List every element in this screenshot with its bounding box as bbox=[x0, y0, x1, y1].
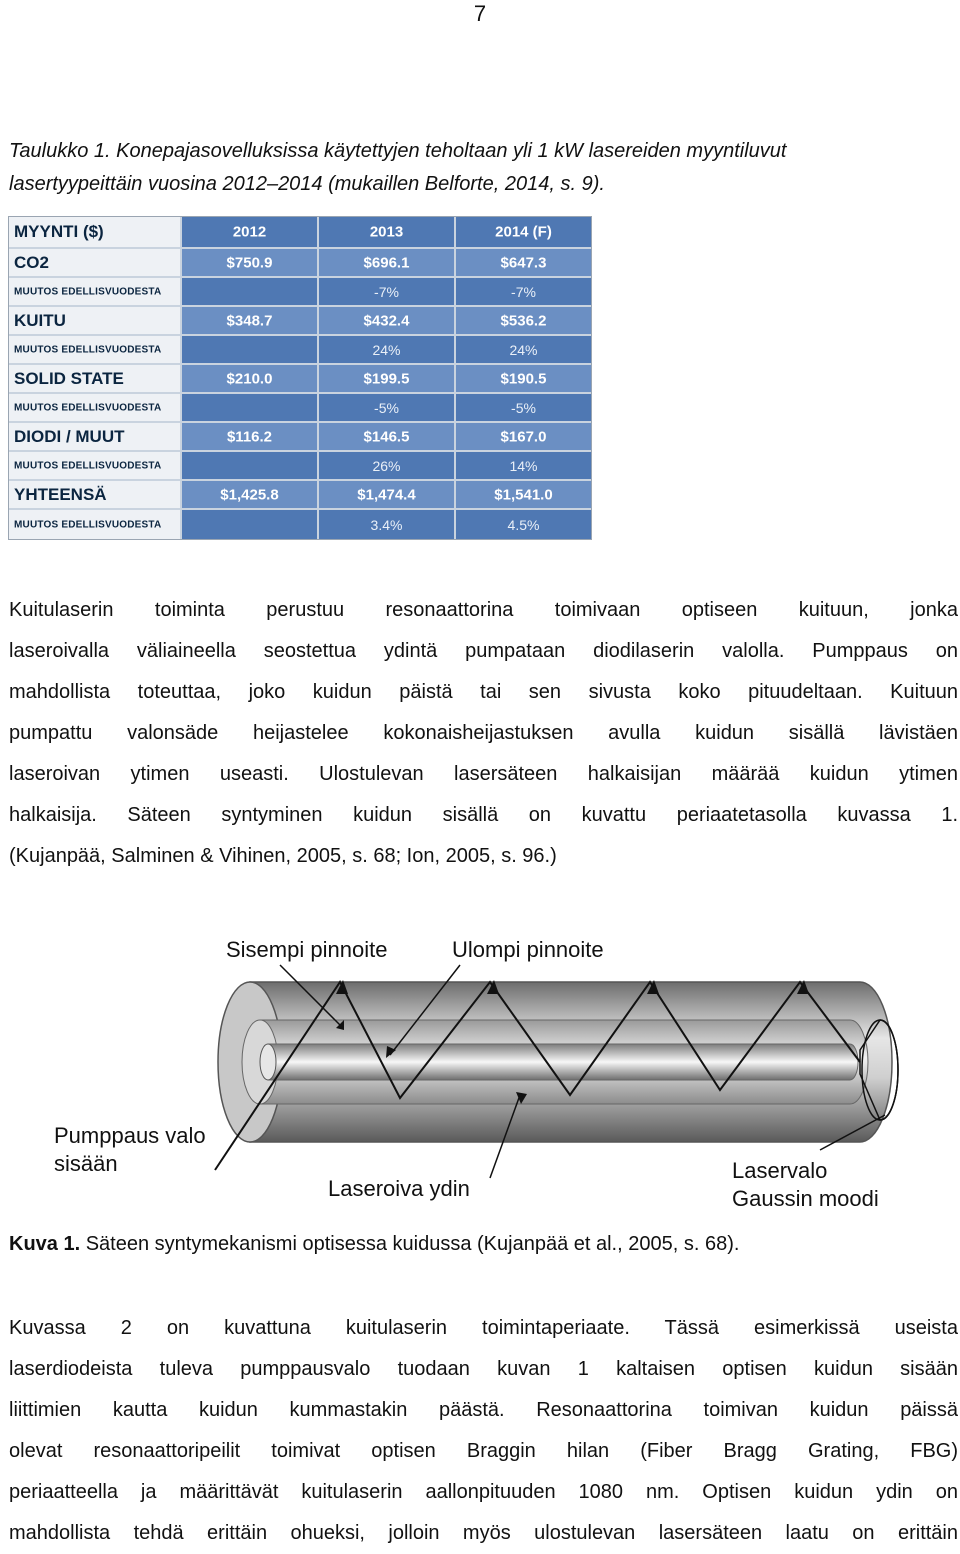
paragraph-line: Kuvassa 2 on kuvattuna kuitulaserin toimintaperiaate. Tässä esimerkissä useista bbox=[9, 1317, 958, 1339]
table-caption-line-2: lasertyypeittäin vuosina 2012–2014 (mukaillen Belforte, 2014, s. 9). bbox=[9, 173, 605, 195]
change-label-cell bbox=[9, 336, 180, 363]
change-cell bbox=[182, 278, 317, 305]
value-cell bbox=[182, 365, 317, 392]
value-cell bbox=[319, 307, 454, 334]
row-label: DIODI / MUUT bbox=[14, 426, 125, 446]
paragraph-line: mahdollista toteuttaa, joko kuidun päistä tai sen sivusta koko pituudeltaan. Kuituun bbox=[9, 681, 958, 703]
change-label-cell bbox=[9, 510, 180, 539]
row-label: SOLID STATE bbox=[14, 368, 124, 388]
value: $1,425.8 bbox=[220, 486, 279, 503]
header-year-cell bbox=[456, 217, 591, 247]
table-change-row bbox=[9, 510, 591, 539]
table-change-row bbox=[9, 394, 591, 421]
paragraph-line: olevat resonaattoripeilit toimivat optisen Braggin hilan (Fiber Bragg Grating, FBG) bbox=[9, 1440, 958, 1462]
value: $1,541.0 bbox=[494, 486, 553, 503]
paragraph-line: laseroivalla väliaineella seostettua ydintä pumpataan diodilaserin valolla. Pumppaus on bbox=[9, 640, 958, 662]
header-year-cell bbox=[319, 217, 454, 247]
change-label: MUUTOS EDELLISVUODESTA bbox=[14, 402, 162, 413]
paragraph-line: halkaisija. Säteen syntyminen kuidun sisällä on kuvattu periaatetasolla kuvassa 1. bbox=[9, 804, 958, 826]
change-value: 24% bbox=[372, 341, 401, 358]
row-label: KUITU bbox=[14, 310, 66, 330]
value-cell bbox=[456, 481, 591, 508]
figure-caption bbox=[9, 1228, 739, 1261]
table-header-row bbox=[9, 217, 591, 247]
value-cell bbox=[319, 365, 454, 392]
fiber-figure bbox=[40, 920, 920, 1220]
row-label-cell bbox=[9, 365, 180, 392]
change-value: -5% bbox=[374, 399, 399, 416]
table-row bbox=[9, 423, 591, 450]
value: $190.5 bbox=[500, 370, 547, 387]
change-label-cell bbox=[9, 452, 180, 479]
header-year-cell bbox=[182, 217, 317, 247]
change-value: -7% bbox=[374, 283, 399, 300]
core-end-face bbox=[260, 1044, 276, 1080]
header-year: 2014 (F) bbox=[495, 223, 552, 241]
row-label-cell bbox=[9, 481, 180, 508]
table-change-row bbox=[9, 336, 591, 363]
value-cell bbox=[456, 249, 591, 276]
change-cell bbox=[456, 510, 591, 539]
value: $199.5 bbox=[363, 370, 410, 387]
value: $750.9 bbox=[226, 254, 273, 271]
change-cell bbox=[182, 394, 317, 421]
change-value: 24% bbox=[509, 341, 538, 358]
header-year: 2013 bbox=[369, 223, 404, 241]
value-cell bbox=[182, 249, 317, 276]
change-cell bbox=[319, 278, 454, 305]
change-label-cell bbox=[9, 394, 180, 421]
label-inner-coating: Sisempi pinnoite bbox=[226, 937, 388, 962]
value-cell bbox=[319, 423, 454, 450]
change-cell bbox=[182, 510, 317, 539]
change-cell bbox=[319, 336, 454, 363]
change-value: 4.5% bbox=[507, 516, 540, 533]
value-cell bbox=[182, 307, 317, 334]
value-cell bbox=[182, 423, 317, 450]
label-laser-out-line-1: Laservalo bbox=[732, 1158, 828, 1183]
row-label-cell bbox=[9, 307, 180, 334]
table-change-row bbox=[9, 452, 591, 479]
label-outer-coating: Ulompi pinnoite bbox=[452, 937, 604, 962]
table-row bbox=[9, 481, 591, 508]
change-value: 3.4% bbox=[370, 516, 403, 533]
paragraph-line: pumpattu valonsäde heijastelee kokonaisheijastuksen avulla kuidun sisällä lävistäen bbox=[9, 722, 958, 744]
row-label-cell bbox=[9, 249, 180, 276]
paragraph-1 bbox=[9, 590, 958, 877]
value: $432.4 bbox=[363, 312, 410, 329]
value-cell bbox=[456, 423, 591, 450]
table-row bbox=[9, 307, 591, 334]
change-cell bbox=[319, 394, 454, 421]
label-pump-in-line-2: sisään bbox=[54, 1151, 118, 1176]
fiber-diagram bbox=[40, 920, 920, 1220]
header-year: 2012 bbox=[232, 223, 267, 241]
paragraph-line: Kuitulaserin toiminta perustuu resonaattorina toimivaan optiseen kuituun, jonka bbox=[9, 599, 958, 621]
change-cell bbox=[182, 336, 317, 363]
change-value: -5% bbox=[511, 399, 536, 416]
paragraph-2 bbox=[9, 1308, 958, 1554]
figure-caption-text: Säteen syntymekanismi optisessa kuidussa (Kujanpää et al., 2005, s. 68). bbox=[80, 1233, 740, 1255]
change-cell bbox=[456, 394, 591, 421]
change-label: MUUTOS EDELLISVUODESTA bbox=[14, 344, 162, 355]
value: $116.2 bbox=[226, 428, 273, 445]
table-caption-line-1: Taulukko 1. Konepajasovelluksissa käytettyjen teholtaan yli 1 kW lasereiden myyntiluvut bbox=[9, 140, 787, 162]
change-value: 26% bbox=[372, 457, 401, 474]
change-value: -7% bbox=[511, 283, 536, 300]
change-cell bbox=[456, 336, 591, 363]
table-row bbox=[9, 249, 591, 276]
value: $146.5 bbox=[363, 428, 410, 445]
paragraph-line: periaatteella ja määrittävät kuitulaserin aallonpituuden 1080 nm. Optisen kuidun ydin on bbox=[9, 1481, 958, 1503]
paragraph-line: (Kujanpää, Salminen & Vihinen, 2005, s. 68; Ion, 2005, s. 96.) bbox=[9, 845, 557, 867]
row-label-cell bbox=[9, 423, 180, 450]
value: $1,474.4 bbox=[357, 486, 416, 503]
value-cell bbox=[319, 249, 454, 276]
value-cell bbox=[182, 481, 317, 508]
paragraph-line: liittimien kautta kuidun kummastakin päästä. Resonaattorina toimivan kuidun päissä bbox=[9, 1399, 958, 1421]
page-number: 7 bbox=[473, 1, 487, 26]
change-cell bbox=[456, 452, 591, 479]
value: $647.3 bbox=[500, 254, 547, 271]
paragraph-line: laseroivan ytimen useasti. Ulostulevan lasersäteen halkaisijan määrää kuidun ytimen bbox=[9, 763, 958, 785]
table-row bbox=[9, 365, 591, 392]
change-value: 14% bbox=[509, 457, 538, 474]
label-pump-in-line-1: Pumppaus valo bbox=[54, 1123, 206, 1148]
change-cell bbox=[319, 452, 454, 479]
value: $210.0 bbox=[226, 370, 273, 387]
change-cell bbox=[319, 510, 454, 539]
row-label: CO2 bbox=[14, 252, 49, 272]
value: $536.2 bbox=[500, 312, 547, 329]
paragraph-line: mahdollista tehdä erittäin ohueksi, jolloin myös ulostulevan lasersäteen laatu on erittäin bbox=[9, 1522, 958, 1544]
core-shape bbox=[268, 1044, 858, 1080]
row-label: YHTEENSÄ bbox=[14, 484, 107, 504]
value: $167.0 bbox=[500, 428, 547, 445]
change-cell bbox=[182, 452, 317, 479]
label-laser-out-line-2: Gaussin moodi bbox=[732, 1186, 879, 1211]
value-cell bbox=[456, 307, 591, 334]
value: $348.7 bbox=[226, 312, 273, 329]
figure-caption-prefix: Kuva 1. bbox=[9, 1233, 81, 1255]
value-cell bbox=[456, 365, 591, 392]
sales-table bbox=[8, 216, 592, 540]
header-label-cell bbox=[9, 217, 180, 247]
table-change-row bbox=[9, 278, 591, 305]
paragraph-line: laserdiodeista tuleva pumppausvalo tuodaan kuvan 1 kaltaisen optisen kuidun sisään bbox=[9, 1358, 958, 1380]
header-label: MYYNTI ($) bbox=[14, 222, 104, 241]
value: $696.1 bbox=[363, 254, 410, 271]
change-cell bbox=[456, 278, 591, 305]
change-label: MUUTOS EDELLISVUODESTA bbox=[14, 519, 162, 530]
change-label: MUUTOS EDELLISVUODESTA bbox=[14, 460, 162, 471]
label-core: Laseroiva ydin bbox=[328, 1176, 470, 1201]
value-cell bbox=[319, 481, 454, 508]
change-label: MUUTOS EDELLISVUODESTA bbox=[14, 286, 162, 297]
change-label-cell bbox=[9, 278, 180, 305]
